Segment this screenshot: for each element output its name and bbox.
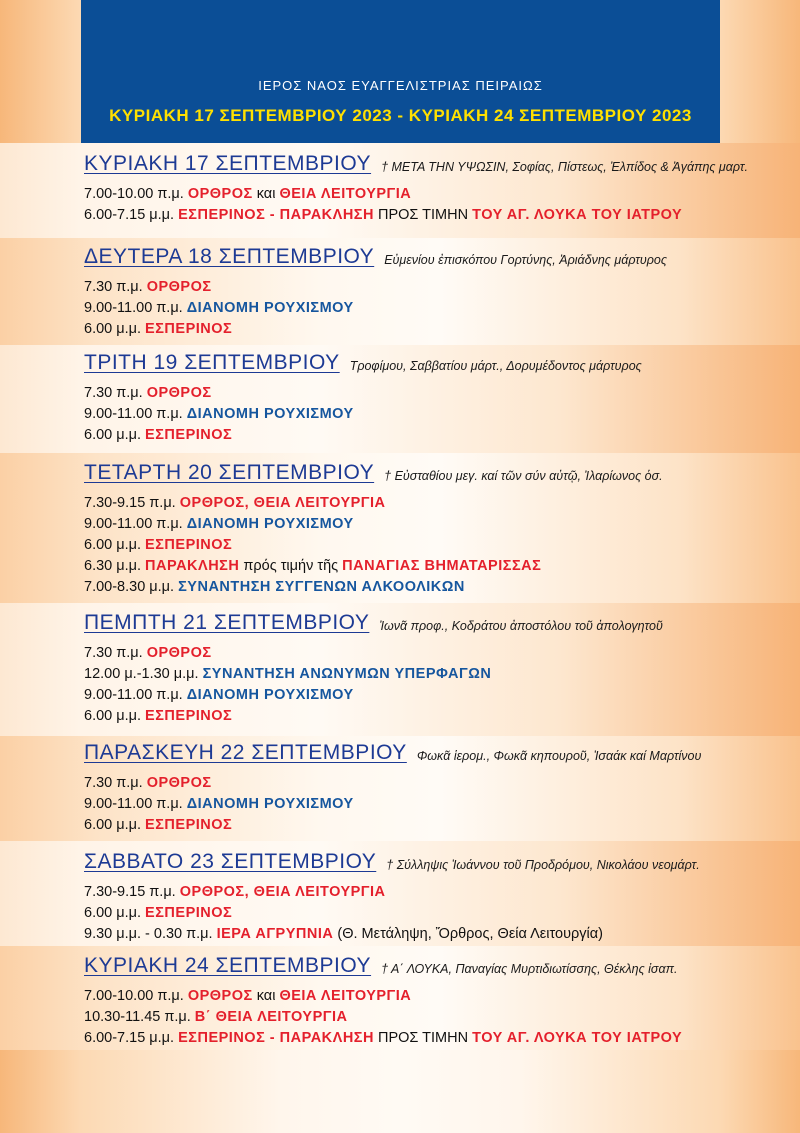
service-time: 6.00 μ.μ.: [84, 537, 146, 553]
service-name: ΕΣΠΕΡΙΝΟΣ - ΠΑΡΑΚΛΗΣΗ: [178, 1030, 374, 1046]
day-title: ΔΕΥΤΕΡΑ 18 ΣΕΠΤΕΜΒΡΙΟΥ: [84, 245, 375, 268]
service-name: ΟΡΘΡΟΣ: [146, 775, 212, 791]
day-header: [84, 611, 663, 635]
service-list: [84, 383, 354, 446]
service-line: [84, 706, 491, 727]
service-list: [84, 882, 603, 945]
service-name: ΕΣΠΕΡΙΝΟΣ: [145, 427, 233, 443]
service-line: [84, 493, 541, 514]
service-line: [84, 882, 603, 903]
service-name: ΕΣΠΕΡΙΝΟΣ: [145, 537, 233, 553]
activity-name: ΔΙΑΝΟΜΗ ΡΟΥΧΙΣΜΟΥ: [186, 300, 354, 316]
activity-name: ΣΥΝΑΝΤΗΣΗ ΑΝΩΝΥΜΩΝ ΥΠΕΡΦΑΓΩΝ: [202, 666, 492, 682]
day-header: [84, 850, 700, 874]
service-time: 10.30-11.45 π.μ.: [84, 1009, 195, 1025]
week-dates: ΚΥΡΙΑΚΗ 17 ΣΕΠΤΕΜΒΡΙΟΥ 2023 - ΚΥΡΙΑΚΗ 24 ΣΕΠΤΕΜΒΡΙΟΥ 2023: [109, 106, 692, 125]
service-time: 9.00-11.00 π.μ.: [84, 300, 187, 316]
service-time: 6.30 μ.μ.: [84, 558, 146, 574]
service-name: ΕΣΠΕΡΙΝΟΣ: [145, 708, 233, 724]
service-line: [84, 205, 682, 226]
day-header: [84, 461, 663, 485]
service-list: [84, 184, 682, 226]
service-time: 12.00 μ.-1.30 μ.μ.: [84, 666, 203, 682]
service-time: και: [252, 988, 280, 1004]
service-line: [84, 773, 354, 794]
day-title: ΠΕΜΠΤΗ 21 ΣΕΠΤΕΜΒΡΙΟΥ: [84, 611, 370, 634]
service-line: [84, 685, 491, 706]
day-title: ΠΑΡΑΣΚΕΥΗ 22 ΣΕΠΤΕΜΒΡΙΟΥ: [84, 741, 407, 764]
service-name: ΕΣΠΕΡΙΝΟΣ: [145, 817, 233, 833]
day-title: ΤΡΙΤΗ 19 ΣΕΠΤΕΜΒΡΙΟΥ: [84, 351, 340, 374]
service-time: (Θ. Μετάληψη, Ὄρθρος, Θεία Λειτουργία): [333, 926, 603, 942]
day-header: [84, 245, 667, 269]
service-time: 7.30-9.15 π.μ.: [84, 495, 180, 511]
service-name: ΟΡΘΡΟΣ: [146, 385, 212, 401]
service-list: [84, 277, 354, 340]
service-time: 9.30 μ.μ. - 0.30 π.μ.: [84, 926, 217, 942]
service-line: [84, 404, 354, 425]
feast-note: Τροφίμου, Σαββατίου μάρτ., Δορυμέδοντος μάρτυρος: [349, 359, 642, 373]
service-line: [84, 815, 354, 836]
service-list: [84, 643, 491, 727]
service-name: ΟΡΘΡΟΣ, ΘΕΙΑ ΛΕΙΤΟΥΡΓΙΑ: [179, 495, 386, 511]
service-line: [84, 535, 541, 556]
service-name: ΘΕΙΑ ΛΕΙΤΟΥΡΓΙΑ: [279, 988, 412, 1004]
service-name: ΟΡΘΡΟΣ: [146, 279, 212, 295]
header-banner: [81, 0, 720, 143]
activity-name: ΣΥΝΑΝΤΗΣΗ ΣΥΓΓΕΝΩΝ ΑΛΚΟΟΛΙΚΩΝ: [178, 579, 465, 595]
service-time: 9.00-11.00 π.μ.: [84, 516, 187, 532]
service-name: ΟΡΘΡΟΣ: [187, 988, 253, 1004]
service-name: ΠΑΝΑΓΙΑΣ ΒΗΜΑΤΑΡΙΣΣΑΣ: [342, 558, 542, 574]
service-name: ΟΡΘΡΟΣ, ΘΕΙΑ ΛΕΙΤΟΥΡΓΙΑ: [179, 884, 386, 900]
activity-name: ΔΙΑΝΟΜΗ ΡΟΥΧΙΣΜΟΥ: [186, 406, 354, 422]
day-header: [84, 152, 748, 176]
service-name: ΙΕΡΑ ΑΓΡΥΠΝΙΑ: [216, 926, 334, 942]
feast-note: Εὐμενίου ἐπισκόπου Γορτύνης, Ἀριάδνης μάρτυρος: [384, 253, 667, 267]
service-time: 6.00 μ.μ.: [84, 708, 146, 724]
activity-name: ΔΙΑΝΟΜΗ ΡΟΥΧΙΣΜΟΥ: [186, 516, 354, 532]
service-line: [84, 664, 491, 685]
service-time: 6.00-7.15 μ.μ.: [84, 207, 179, 223]
service-line: [84, 298, 354, 319]
activity-name: ΔΙΑΝΟΜΗ ΡΟΥΧΙΣΜΟΥ: [186, 796, 354, 812]
service-list: [84, 773, 354, 836]
service-time: 7.30 π.μ.: [84, 385, 147, 401]
service-time: 9.00-11.00 π.μ.: [84, 687, 187, 703]
day-title: ΣΑΒΒΑΤΟ 23 ΣΕΠΤΕΜΒΡΙΟΥ: [84, 850, 377, 873]
service-time: ΠΡΟΣ ΤΙΜΗΝ: [373, 1030, 473, 1046]
service-line: [84, 556, 541, 577]
service-list: [84, 493, 541, 598]
service-line: [84, 903, 603, 924]
feast-note: Φωκᾶ ἱερομ., Φωκᾶ κηπουροῦ, Ἰσαάκ καί Μαρτίνου: [416, 749, 702, 763]
service-name: ΕΣΠΕΡΙΝΟΣ - ΠΑΡΑΚΛΗΣΗ: [178, 207, 374, 223]
feast-note: Ἰωνᾶ προφ., Κοδράτου ἀποστόλου τοῦ ἀπολογητοῦ: [379, 619, 663, 633]
service-list: [84, 986, 682, 1049]
service-time: 7.30 π.μ.: [84, 645, 147, 661]
service-time: 7.00-10.00 π.μ.: [84, 988, 188, 1004]
service-line: [84, 924, 603, 945]
service-name: Β΄ ΘΕΙΑ ΛΕΙΤΟΥΡΓΙΑ: [194, 1009, 348, 1025]
service-name: ΤΟΥ ΑΓ. ΛΟΥΚΑ ΤΟΥ ΙΑΤΡΟΥ: [472, 1030, 683, 1046]
service-name: ΟΡΘΡΟΣ: [187, 186, 253, 202]
service-time: 6.00 μ.μ.: [84, 817, 146, 833]
service-line: [84, 425, 354, 446]
feast-note: † ΜΕΤΑ ΤΗΝ ΥΨΩΣΙΝ, Σοφίας, Πίστεως, Ἐλπίδος & Ἀγάπης μαρτ.: [381, 160, 748, 174]
service-line: [84, 514, 541, 535]
service-time: 6.00 μ.μ.: [84, 905, 146, 921]
service-line: [84, 1028, 682, 1049]
service-name: ΟΡΘΡΟΣ: [146, 645, 212, 661]
service-time: 6.00-7.15 μ.μ.: [84, 1030, 179, 1046]
church-name: ΙΕΡΟΣ ΝΑΟΣ ΕΥΑΓΓΕΛΙΣΤΡΙΑΣ ΠΕΙΡΑΙΩΣ: [258, 78, 543, 93]
day-title: ΤΕΤΑΡΤΗ 20 ΣΕΠΤΕΜΒΡΙΟΥ: [84, 461, 375, 484]
service-name: ΤΟΥ ΑΓ. ΛΟΥΚΑ ΤΟΥ ΙΑΤΡΟΥ: [472, 207, 683, 223]
service-name: ΘΕΙΑ ΛΕΙΤΟΥΡΓΙΑ: [279, 186, 412, 202]
service-line: [84, 277, 354, 298]
feast-note: † Εὐσταθίου μεγ. καί τῶν σύν αὐτῷ, Ἰλαρίωνος ὁσ.: [384, 469, 663, 483]
day-title: ΚΥΡΙΑΚΗ 24 ΣΕΠΤΕΜΒΡΙΟΥ: [84, 954, 372, 977]
service-line: [84, 184, 682, 205]
service-time: και: [252, 186, 280, 202]
service-time: 6.00 μ.μ.: [84, 427, 146, 443]
service-name: ΕΣΠΕΡΙΝΟΣ: [145, 905, 233, 921]
service-time: 6.00 μ.μ.: [84, 321, 146, 337]
service-time: 9.00-11.00 π.μ.: [84, 796, 187, 812]
feast-note: † Α΄ ΛΟΥΚΑ, Παναγίας Μυρτιδιωτίσσης, Θέκλης ἰσαπ.: [381, 962, 678, 976]
day-header: [84, 954, 677, 978]
service-name: ΕΣΠΕΡΙΝΟΣ: [145, 321, 233, 337]
service-time: 7.30 π.μ.: [84, 775, 147, 791]
service-line: [84, 794, 354, 815]
service-line: [84, 986, 682, 1007]
service-time: 7.00-10.00 π.μ.: [84, 186, 188, 202]
service-name: ΠΑΡΑΚΛΗΣΗ: [145, 558, 240, 574]
service-time: ΠΡΟΣ ΤΙΜΗΝ: [373, 207, 473, 223]
service-line: [84, 577, 541, 598]
service-line: [84, 319, 354, 340]
service-time: 7.30-9.15 π.μ.: [84, 884, 180, 900]
service-line: [84, 643, 491, 664]
day-title: ΚΥΡΙΑΚΗ 17 ΣΕΠΤΕΜΒΡΙΟΥ: [84, 152, 372, 175]
service-line: [84, 383, 354, 404]
service-line: [84, 1007, 682, 1028]
activity-name: ΔΙΑΝΟΜΗ ΡΟΥΧΙΣΜΟΥ: [186, 687, 354, 703]
day-header: [84, 741, 701, 765]
feast-note: † Σύλληψις Ἰωάννου τοῦ Προδρόμου, Νικολάου νεομάρτ.: [386, 858, 700, 872]
service-time: 7.30 π.μ.: [84, 279, 147, 295]
service-time: πρός τιμήν τῆς: [239, 558, 343, 574]
service-time: 9.00-11.00 π.μ.: [84, 406, 187, 422]
day-header: [84, 351, 642, 375]
service-time: 7.00-8.30 μ.μ.: [84, 579, 179, 595]
